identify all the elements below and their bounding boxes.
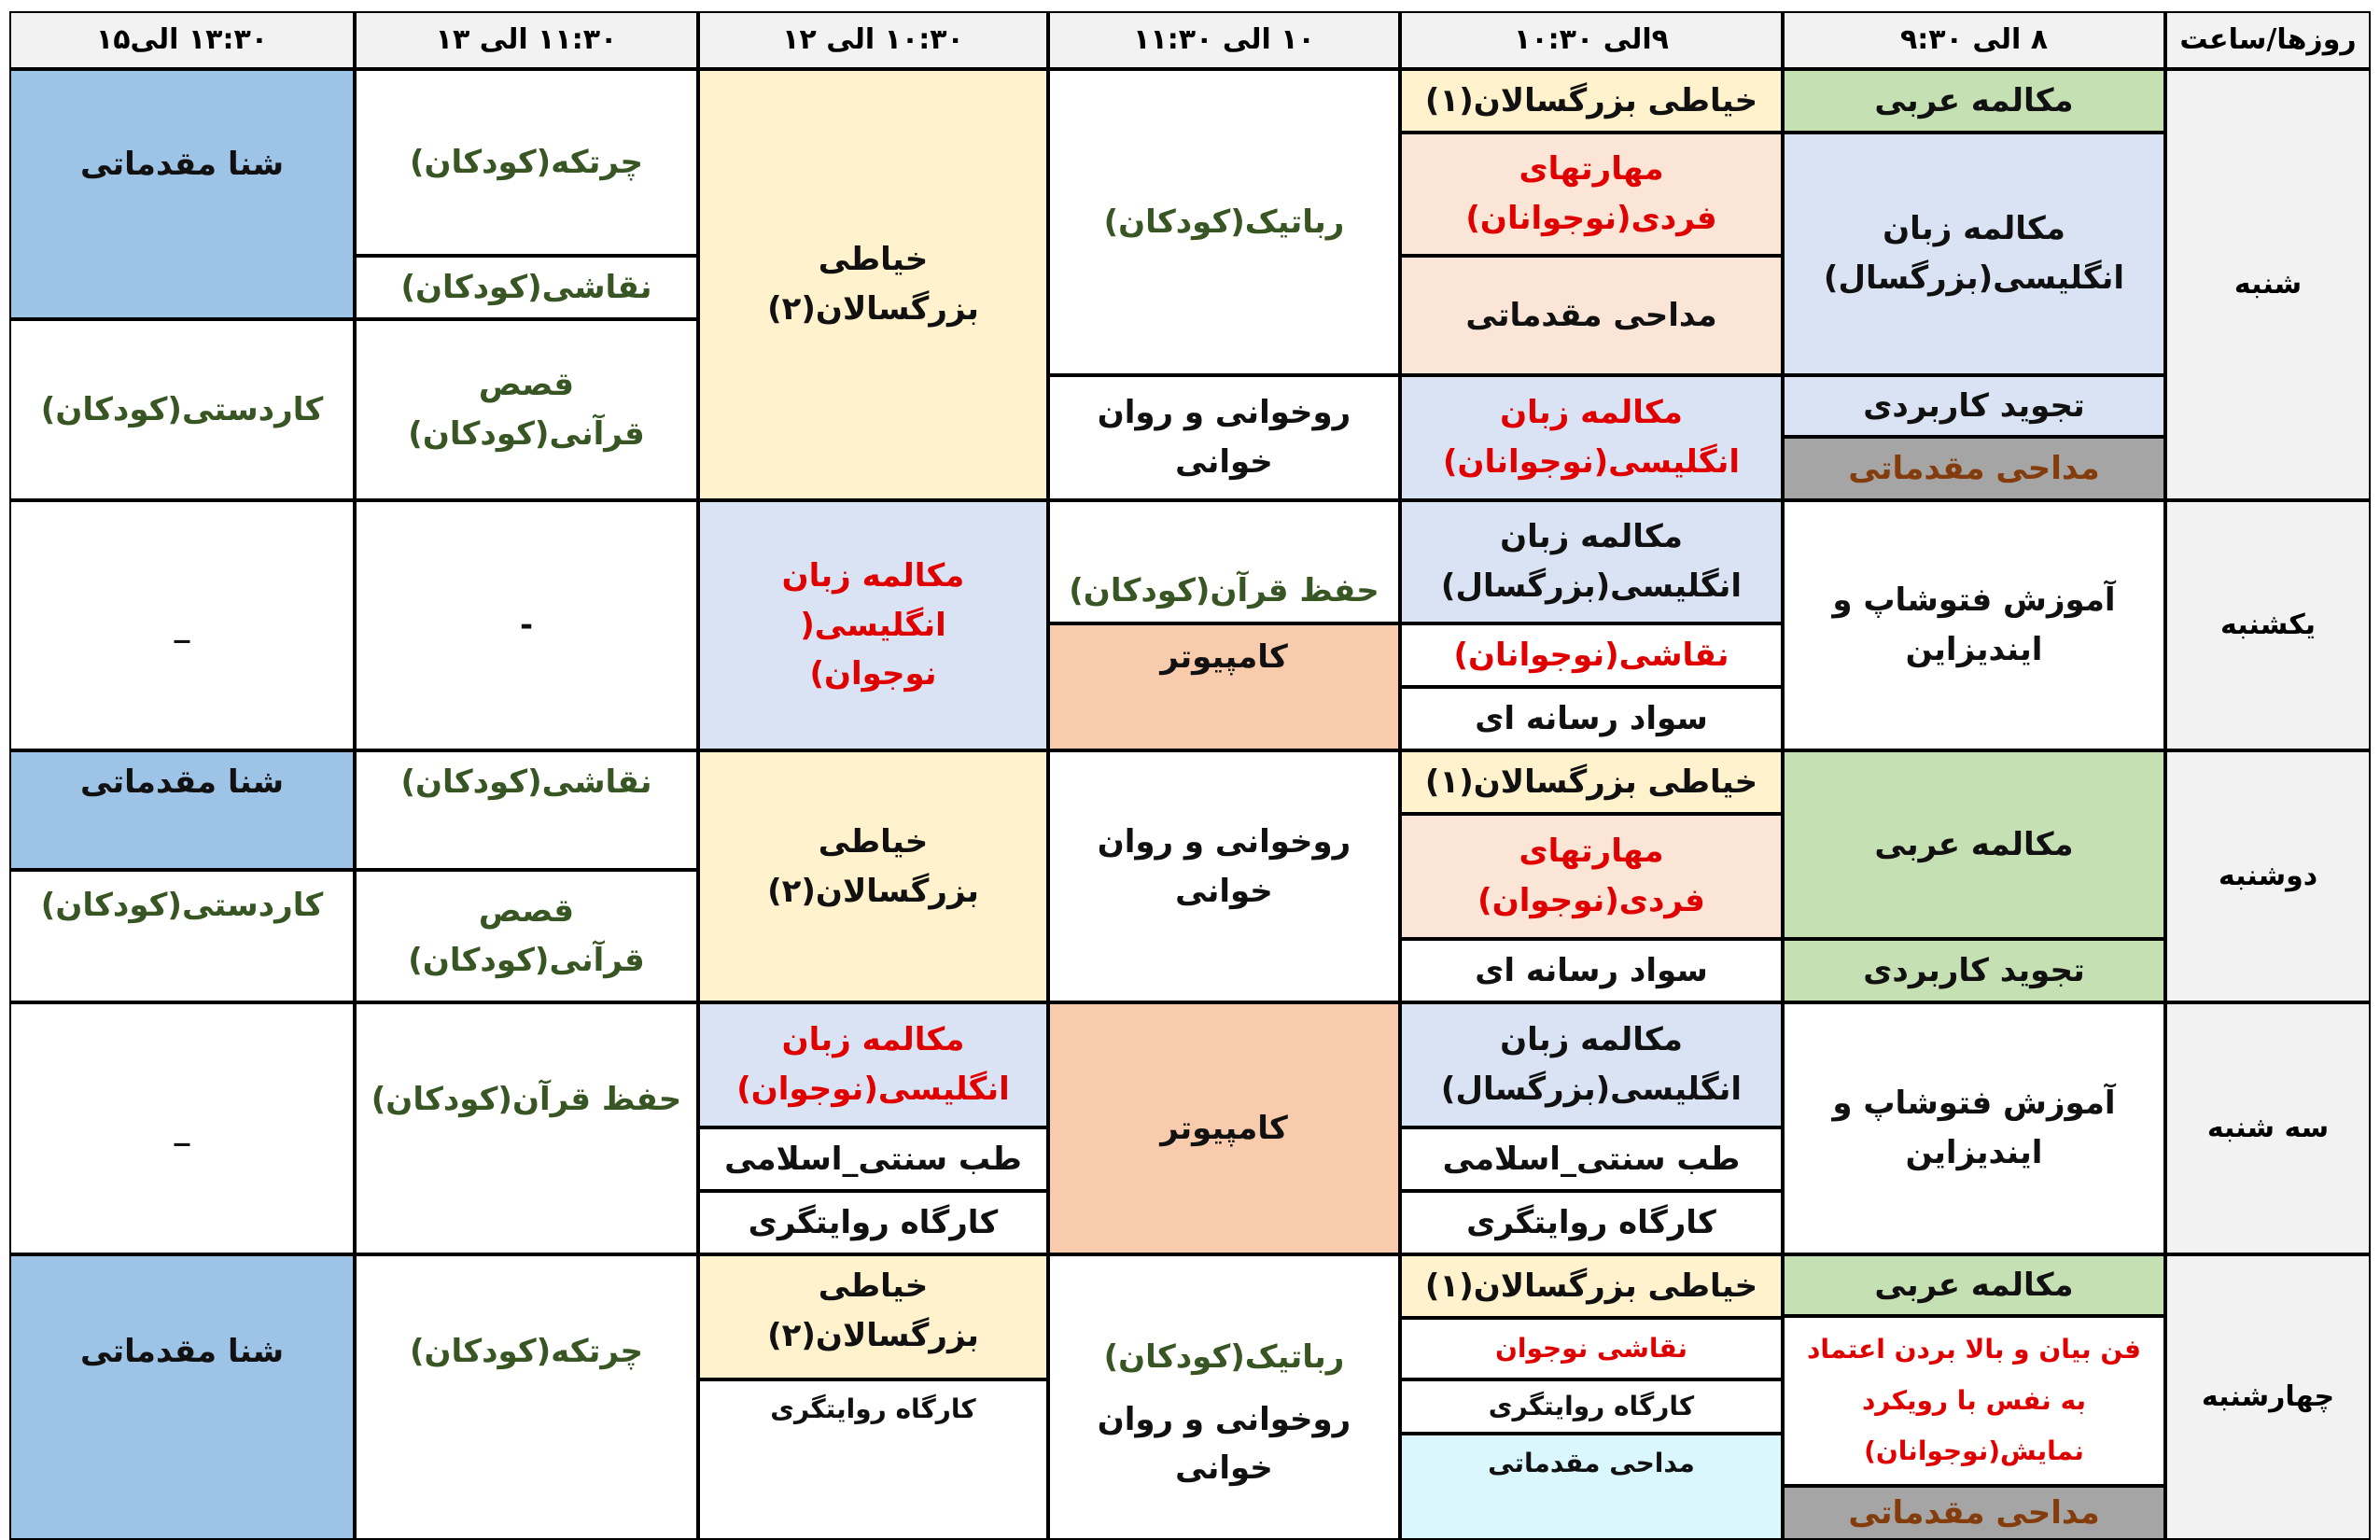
mon-slot3-reading bbox=[1048, 750, 1400, 1002]
header-slot2-text: ۹الی ۱۰:۳۰ bbox=[1514, 22, 1669, 56]
tue-slot6-dash: _ bbox=[174, 1109, 190, 1147]
sat-slot6-swimming bbox=[9, 69, 355, 319]
sun-slot2-painting-text: نقاشی(نوجوانان) bbox=[1453, 636, 1729, 674]
sun-slot4-english-line2: نوجوان) bbox=[809, 655, 937, 693]
tue-slot2-narration bbox=[1400, 1191, 1783, 1254]
day-wednesday-label: چهارشنبه bbox=[2201, 1379, 2335, 1413]
sat-slot1-tajvid-text: تجوید کاربردی bbox=[1863, 386, 2085, 425]
header-days-times-text: روزها/ساعت bbox=[2179, 22, 2357, 56]
sun-slot2-media-text: سواد رسانه ای bbox=[1475, 699, 1708, 737]
day-saturday-label: شنبه bbox=[2233, 267, 2303, 301]
header-slot3-text: ۱۰ الی ۱۱:۳۰ bbox=[1133, 22, 1315, 56]
wed-slot1-speech bbox=[1783, 1316, 2165, 1486]
sat-slot2-skills bbox=[1400, 133, 1783, 256]
wed-slot1-speech-line3: نمایش(نوجوانان) bbox=[1864, 1435, 2084, 1467]
sun-slot1-photoshop-line2: ایندیزاین bbox=[1905, 631, 2043, 668]
sat-slot2-english-line1: مکالمه زبان bbox=[1500, 394, 1683, 432]
wed-slot5-abacus bbox=[355, 1254, 698, 1540]
wed-slot4-narration-text: کارگاه روایتگری bbox=[770, 1393, 976, 1424]
header-slot2 bbox=[1400, 11, 1783, 69]
wed-slot1-speech-line1: فن بیان و بالا بردن اعتماد bbox=[1807, 1334, 2141, 1365]
wed-slot6-swimming-text: شنا مقدماتی bbox=[79, 1333, 285, 1370]
sat-slot5-abacus-text: چرتکه(کودکان) bbox=[410, 143, 643, 181]
sat-slot3-reading bbox=[1048, 375, 1400, 500]
mon-slot2-skills bbox=[1400, 814, 1783, 939]
tue-slot1-photoshop-line2: ایندیزاین bbox=[1905, 1134, 2043, 1171]
mon-slot1-arabic-text: مکالمه عربی bbox=[1874, 825, 2074, 863]
sun-slot4-english bbox=[698, 500, 1048, 750]
mon-slot5-stories-line2: قرآنی(کودکان) bbox=[408, 942, 645, 979]
wed-slot3-robotics-text: رباتیک(کودکان) bbox=[1103, 1338, 1345, 1376]
wed-slot1-arabic-text: مکالمه عربی bbox=[1874, 1266, 2074, 1304]
mon-slot3-reading-text: روخوانی و روان خوانی bbox=[1097, 823, 1351, 910]
sat-slot1-arabic bbox=[1783, 69, 2165, 133]
day-sunday-label: یکشنبه bbox=[2220, 608, 2316, 641]
sat-slot5-painting bbox=[355, 256, 698, 319]
header-slot6 bbox=[9, 11, 355, 69]
wed-slot2-maddahi-text: مداحی مقدماتی bbox=[1488, 1448, 1695, 1478]
tue-slot4-medicine-text: طب سنتی_اسلامی bbox=[724, 1140, 1022, 1178]
wed-slot4-narration bbox=[698, 1379, 1048, 1540]
tue-slot3-computer-text: کامپیوتر bbox=[1160, 1109, 1288, 1147]
mon-slot4-sewing bbox=[698, 750, 1048, 1002]
day-monday-label: دوشنبه bbox=[2218, 859, 2318, 892]
sun-slot2-english bbox=[1400, 500, 1783, 623]
mon-slot4-sewing-text: خیاطی بزرگسالان(۲) bbox=[767, 823, 979, 910]
sat-slot1-english bbox=[1783, 133, 2165, 375]
wed-slot4-sewing bbox=[698, 1254, 1048, 1379]
sat-slot2-english bbox=[1400, 375, 1783, 500]
mon-slot1-tajvid bbox=[1783, 939, 2165, 1002]
tue-slot2-medicine bbox=[1400, 1127, 1783, 1191]
sat-slot1-maddahi bbox=[1783, 437, 2165, 500]
sat-slot6-swimming-text: شنا مقدماتی bbox=[79, 146, 285, 183]
day-monday bbox=[2165, 750, 2371, 1002]
mon-slot1-tajvid-text: تجوید کاربردی bbox=[1863, 951, 2085, 989]
sat-slot2-skills-line2: فردی(نوجوانان) bbox=[1465, 200, 1717, 237]
sat-slot1-english-line2: انگلیسی(بزرگسال) bbox=[1823, 259, 2125, 297]
wed-slot3-reading-text: روخوانی و روان خوانی bbox=[1097, 1400, 1351, 1488]
day-wednesday bbox=[2165, 1254, 2371, 1540]
day-tuesday bbox=[2165, 1002, 2371, 1254]
sat-slot5-painting-text: نقاشی(کودکان) bbox=[400, 268, 652, 306]
header-slot4 bbox=[698, 11, 1048, 69]
tue-slot1-photoshop-line1: آموزش فتوشاپ و bbox=[1832, 1085, 2116, 1123]
header-slot3 bbox=[1048, 11, 1400, 69]
wed-slot2-painting bbox=[1400, 1318, 1783, 1379]
mon-slot2-skills-line1: مهارتهای bbox=[1519, 833, 1664, 871]
mon-slot5-painting-text: نقاشی(کودکان) bbox=[400, 763, 652, 801]
tue-slot2-english-line1: مکالمه زبان bbox=[1500, 1021, 1683, 1059]
sun-slot5-dash: - bbox=[519, 606, 534, 644]
header-slot1 bbox=[1783, 11, 2165, 69]
tue-slot2-medicine-text: طب سنتی_اسلامی bbox=[1442, 1140, 1741, 1178]
wed-slot1-maddahi bbox=[1783, 1486, 2165, 1540]
header-slot5 bbox=[355, 11, 698, 69]
wed-slot1-speech-line2: به نفس با رویکرد bbox=[1861, 1384, 2087, 1416]
header-slot4-text: ۱۰:۳۰ الی ۱۲ bbox=[782, 22, 964, 56]
wed-slot2-sewing-text: خیاطی بزرگسالان(۱) bbox=[1424, 1267, 1758, 1305]
tue-slot4-english bbox=[698, 1002, 1048, 1127]
sat-slot3-robotics bbox=[1048, 69, 1400, 375]
sat-slot6-crafts-text: کاردستی(کودکان) bbox=[40, 390, 324, 428]
mon-slot2-media-text: سواد رسانه ای bbox=[1475, 951, 1708, 989]
sat-slot3-reading-text: روخوانی و روان خوانی bbox=[1097, 394, 1351, 481]
tue-slot4-english-line2: انگلیسی(نوجوان) bbox=[736, 1071, 1010, 1108]
mon-slot2-sewing bbox=[1400, 750, 1783, 814]
tue-slot4-medicine bbox=[698, 1127, 1048, 1191]
sun-slot6-empty bbox=[9, 500, 355, 750]
sat-slot1-arabic-text: مکالمه عربی bbox=[1874, 81, 2074, 119]
sat-slot4-sewing-text: خیاطی بزرگسالان(۲) bbox=[767, 241, 979, 328]
sun-slot4-english-line1: مکالمه زبان انگلیسی( bbox=[781, 556, 965, 644]
sat-slot1-tajvid bbox=[1783, 375, 2165, 437]
header-days-times bbox=[2165, 11, 2371, 69]
wed-slot2-painting-text: نقاشی نوجوان bbox=[1494, 1333, 1688, 1365]
sun-slot1-photoshop bbox=[1783, 500, 2165, 750]
day-saturday bbox=[2165, 69, 2371, 500]
mon-slot6-crafts bbox=[9, 870, 355, 1002]
sat-slot4-sewing bbox=[698, 69, 1048, 500]
tue-slot4-narration-text: کارگاه روایتگری bbox=[748, 1203, 999, 1241]
wed-slot6-swimming bbox=[9, 1254, 355, 1540]
sun-slot3-computer-text: کامپیوتر bbox=[1160, 638, 1288, 676]
day-sunday bbox=[2165, 500, 2371, 750]
sat-slot5-stories-line2: قرآنی(کودکان) bbox=[408, 415, 645, 453]
wed-slot5-abacus-text: چرتکه(کودکان) bbox=[410, 1333, 643, 1370]
tue-slot3-computer bbox=[1048, 1002, 1400, 1254]
sun-slot3-quran bbox=[1048, 500, 1400, 623]
mon-slot6-swimming bbox=[9, 750, 355, 870]
tue-slot5-quran-text: حفظ قرآن(کودکان) bbox=[371, 1081, 682, 1118]
tue-slot2-english-line2: انگلیسی(بزرگسال) bbox=[1440, 1071, 1743, 1108]
sat-slot2-sewing-text: خیاطی بزرگسالان(۱) bbox=[1424, 81, 1758, 119]
sun-slot3-quran-text: حفظ قرآن(کودکان) bbox=[1069, 572, 1379, 610]
sun-slot2-painting bbox=[1400, 623, 1783, 687]
tue-slot4-narration bbox=[698, 1191, 1048, 1254]
sun-slot3-computer bbox=[1048, 623, 1400, 750]
tue-slot2-english bbox=[1400, 1002, 1783, 1127]
mon-slot5-stories-line1: قصص bbox=[478, 892, 575, 931]
sun-slot6-dash: _ bbox=[174, 606, 190, 644]
wed-slot4-sewing-text: خیاطی بزرگسالان(۲) bbox=[767, 1267, 979, 1354]
tue-slot2-narration-text: کارگاه روایتگری bbox=[1466, 1203, 1716, 1241]
sat-slot5-abacus bbox=[355, 69, 698, 256]
tue-slot6-empty bbox=[9, 1002, 355, 1254]
mon-slot2-media bbox=[1400, 939, 1783, 1002]
mon-slot6-crafts-text: کاردستی(کودکان) bbox=[40, 887, 324, 924]
mon-slot2-sewing-text: خیاطی بزرگسالان(۱) bbox=[1424, 763, 1758, 801]
mon-slot5-stories bbox=[355, 870, 698, 1002]
mon-slot2-skills-line2: فردی(نوجوان) bbox=[1477, 882, 1705, 919]
wed-slot3-robotics bbox=[1048, 1254, 1400, 1540]
sun-slot2-media bbox=[1400, 687, 1783, 750]
header-slot6-text: ۱۳:۳۰ الی۱۵ bbox=[95, 22, 269, 56]
sun-slot5-empty bbox=[355, 500, 698, 750]
mon-slot5-painting bbox=[355, 750, 698, 870]
sat-slot5-stories-line1: قصص bbox=[478, 366, 575, 404]
sat-slot1-maddahi-text: مداحی مقدماتی bbox=[1848, 449, 2100, 487]
sat-slot2-english-line2: انگلیسی(نوجوانان) bbox=[1442, 443, 1741, 481]
sat-slot2-skills-line1: مهارتهای bbox=[1519, 150, 1664, 189]
sun-slot2-english-line1: مکالمه زبان bbox=[1500, 518, 1683, 556]
mon-slot1-arabic bbox=[1783, 750, 2165, 939]
sat-slot2-sewing bbox=[1400, 69, 1783, 133]
sat-slot2-maddahi bbox=[1400, 256, 1783, 375]
sun-slot2-english-line2: انگلیسی(بزرگسال) bbox=[1440, 567, 1743, 605]
tue-slot5-quran bbox=[355, 1002, 698, 1254]
wed-slot1-arabic bbox=[1783, 1254, 2165, 1316]
tue-slot1-photoshop bbox=[1783, 1002, 2165, 1254]
sat-slot6-crafts bbox=[9, 319, 355, 500]
wed-slot2-narration-text: کارگاه روایتگری bbox=[1488, 1391, 1695, 1422]
tue-slot4-english-line1: مکالمه زبان bbox=[781, 1021, 965, 1059]
wed-slot2-narration bbox=[1400, 1379, 1783, 1434]
mon-slot6-swimming-text: شنا مقدماتی bbox=[79, 763, 285, 801]
sat-slot2-maddahi-text: مداحی مقدماتی bbox=[1465, 296, 1717, 334]
sun-slot1-photoshop-line1: آموزش فتوشاپ و bbox=[1832, 581, 2116, 620]
header-slot5-text: ۱۱:۳۰ الی ۱۳ bbox=[435, 22, 618, 56]
wed-slot2-maddahi bbox=[1400, 1434, 1783, 1540]
wed-slot1-maddahi-text: مداحی مقدماتی bbox=[1848, 1493, 2100, 1532]
header-slot1-text: ۸ الی ۹:۳۰ bbox=[1899, 22, 2049, 56]
wed-slot2-sewing bbox=[1400, 1254, 1783, 1318]
sat-slot5-stories bbox=[355, 319, 698, 500]
day-tuesday-label: سه شنبه bbox=[2206, 1111, 2330, 1144]
sat-slot1-english-line1: مکالمه زبان bbox=[1883, 210, 2065, 248]
sat-slot3-robotics-text: رباتیک(کودکان) bbox=[1103, 203, 1345, 241]
